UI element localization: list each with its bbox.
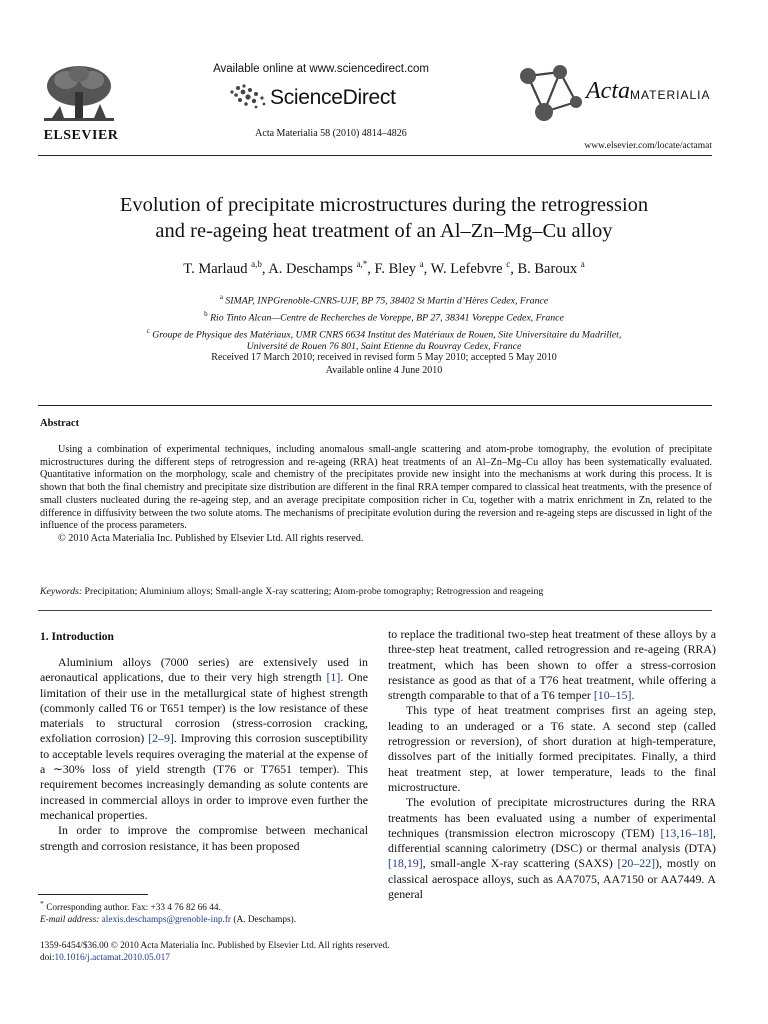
author: W. Lefebvre $^c$,: [430, 259, 518, 277]
footnote-rule: [38, 894, 148, 895]
citation-link[interactable]: [10–15]: [593, 688, 632, 703]
abstract-text: Using a combination of experimental techniques, including anomalous small-angle scattering and atom-probe tomography, the evolution of precipitate microstructures during the different steps of retrogression and re-ageing (RRA) heat treatments of an Al–Zn–Mg–Cu alloy has been systematically evaluated. Quantitative information on the morphology, scale and chemistry of the precipitates provide new insight into the mechanisms at work during this process. It is shown that both the final chemistry and precipitate size distribution are different in the final RRA temper compared to classical heat treatments, with the presence of small clusters nucleated during the re-ageing step, and an average precipitate composition richer in Cu, together with a matrix enrichment in Zn, related to the difference in diffusivity between the two solute atoms. The mechanisms of precipitate evolution during the reversion and re-ageing steps are discussed in light of the influence of the process parameters.: [40, 444, 712, 532]
keywords: [40, 586, 712, 597]
abstract-heading: Abstract: [40, 418, 80, 429]
corresponding-author-note: * Corresponding author. Fax: +33 4 76 82 66 44.: [40, 899, 221, 914]
affiliation: Université de Rouen 76 801, Saint Etienne du Rouvray Cedex, France: [246, 341, 522, 353]
footer-info: [40, 940, 540, 964]
sciencedirect-dots-icon: [226, 82, 270, 112]
publisher-name: ELSEVIER: [43, 128, 119, 143]
paragraph: to replace the traditional two-step heat treatment of these alloys by a three-step heat treatment, called retrogression and re-ageing (RRA) treatment, which has been shown to offer a stress-corrosion resistance as good as that of a T76 heat treatment, while offering a strength comparable to that of a T6 temper [10–15].: [388, 627, 716, 703]
author: F. Bley $^a$,: [374, 259, 431, 277]
left-column: [40, 655, 368, 854]
paragraph: This type of heat treatment comprises first an ageing step, leading to an underaged or a T6 state. A second step (called retrogression or reversion), of short duration at high-temperature, dissolves part of the initially formed precipitates. Finally, a third heat treatment step, at lower temperature, leads to the final microstructure.: [388, 703, 716, 794]
issn-line: 1359-6454/$36.00 © 2010 Acta Materialia Inc. Published by Elsevier Ltd. All rights reserved.: [40, 941, 390, 951]
citation-link[interactable]: [18,19]: [388, 856, 423, 871]
title-line-2: and re-ageing heat treatment of an Al–Zn–Mg–Cu alloy: [155, 220, 613, 242]
available-online-line: Available online at www.sciencedirect.com: [213, 63, 429, 75]
title-line-1: Evolution of precipitate microstructures during the retrogression: [119, 194, 649, 216]
keywords-list: Precipitation; Aluminium alloys; Small-angle X-ray scattering; Atom-probe tomography; Retrogression and reageing: [84, 586, 544, 597]
abstract-body: [40, 444, 712, 546]
abstract-top-rule: [38, 405, 712, 406]
section-heading: 1. Introduction: [40, 631, 114, 643]
available-line: Available online 4 June 2010: [325, 365, 443, 376]
doi-link[interactable]: 10.1016/j.actamat.2010.05.017: [54, 953, 170, 963]
doi-line: doi:10.1016/j.actamat.2010.05.017: [40, 953, 170, 963]
citation-link[interactable]: [1]: [326, 670, 341, 685]
affiliation: $^a$ SIMAP, INPGrenoble-CNRS-UJF, BP 75, 38402 St Martin d’Hères Cedex, France: [219, 293, 549, 307]
affiliation: $^c$ Groupe de Physique des Matériaux, UMR CNRS 6634 Institut des Matériaux de Rouen, Site Universitaire du Madrillet,: [146, 326, 622, 340]
paragraph: Aluminium alloys (7000 series) are extensively used in aeronautical applications, due to their very high strength [1]. One limitation of their use in the metallurgical state of highest strength (commonly called T6 or T651 temper) is the low resistance of these materials to structural corrosion (stress-corrosion cracking, exfoliation corrosion) [2–9]. Improving this corrosion susceptibility to acceptable levels requires overaging the material at the expense of a ∼30% loss of yield strength (T76 or T7651 temper). This requirement becomes increasingly demanding as solute contents are increased in commercial alloys in order to improve even further the mechanical properties.: [40, 655, 368, 822]
paragraph: The evolution of precipitate microstructures during the RRA treatments has been evaluated using a number of experimental techniques (transmission electron microscopy (TEM) [13,16–18], differential scanning calorimetry (DSC) or thermal analysis (DTA) [18,19], small-angle X-ray scattering (SAXS) [20–22]), mostly on classical aerospace alloys, such as AA7075, AA7150 or AA7449. A general: [388, 795, 716, 902]
email-note: E-mail address: alexis.deschamps@grenoble-inp.fr (A. Deschamps).: [40, 915, 297, 926]
abstract-copyright: © 2010 Acta Materialia Inc. Published by Elsevier Ltd. All rights reserved.: [58, 532, 364, 544]
journal-brand-materialia: MATERIALIA: [630, 88, 711, 102]
article-title: [40, 192, 728, 244]
received-dates: [40, 351, 728, 377]
right-column: [388, 627, 716, 902]
paragraph: In order to improve the compromise between mechanical strength and corrosion resistance, it has been proposed: [40, 823, 368, 853]
journal-brand-acta: Acta: [586, 78, 630, 104]
journal-url[interactable]: www.elsevier.com/locate/actamat: [584, 141, 712, 151]
keywords-label: Keywords:: [40, 586, 83, 597]
citation-link[interactable]: [20–22]: [617, 856, 656, 871]
author: T. Marlaud $^{a,b}$,: [183, 259, 269, 277]
author: B. Baroux $^a$: [517, 259, 585, 277]
citation-link[interactable]: [13,16–18]: [660, 825, 714, 840]
author-list: [40, 259, 728, 278]
acta-materialia-molecule-logo: [514, 62, 584, 126]
email-link[interactable]: alexis.deschamps@grenoble-inp.fr: [101, 915, 232, 926]
received-line: Received 17 March 2010; received in revised form 5 May 2010; accepted 5 May 2010: [211, 352, 557, 363]
sciencedirect-wordmark: ScienceDirect: [270, 86, 396, 109]
footnote: [40, 898, 368, 926]
abstract-bottom-rule: [38, 610, 712, 611]
citation-link[interactable]: [2–9]: [148, 731, 174, 746]
affiliations: [40, 291, 728, 354]
header-rule: [38, 155, 712, 156]
journal-citation: Acta Materialia 58 (2010) 4814–4826: [255, 128, 407, 139]
affiliation: $^b$ Rio Tinto Alcan—Centre de Recherches de Voreppe, BP 27, 38341 Voreppe Cedex, France: [204, 309, 564, 324]
author: A. Deschamps $^{a,*}$,: [268, 259, 375, 277]
